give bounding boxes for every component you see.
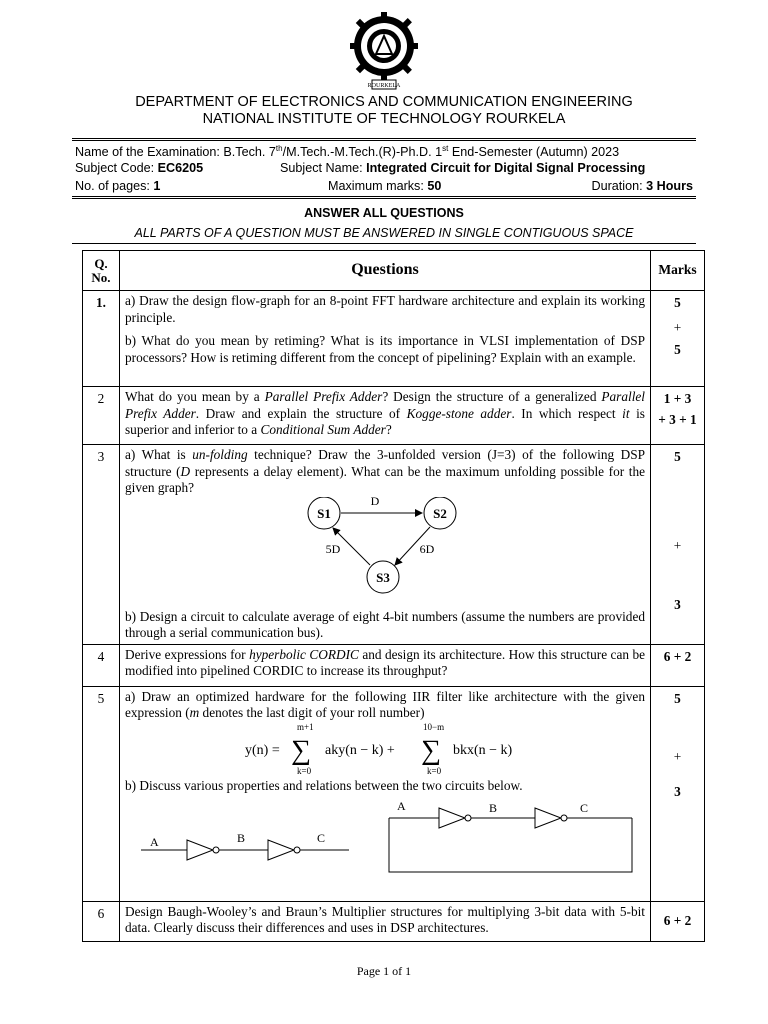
q6-text: Design Baugh-Wooley’s and Braun’s Multiplier structures for multiplying 3-bit data with 5-bit data. Clearly discuss their differences and uses in DSP architectures. <box>120 901 651 941</box>
questions-table <box>82 250 705 942</box>
question-row-1: 1. a) Draw the design flow-graph for an 8-point FFT hardware architecture and explain its working principle. b) What do you mean by retiming? What is its importance in VLSI implementation of DSP processors? How is retiming different from the concept of pipelining? Explain with an example. 5 + 5 <box>83 291 705 387</box>
header <box>0 94 768 128</box>
svg-text:C: C <box>580 801 589 815</box>
question-row-2: 2 What do you mean by a Parallel Prefix Adder? Design the structure of a generalized Parallel Prefix Adder. Draw and explain the structure of Kogge-stone adder. In which respect it is superior and inferior to a Conditional Sum Adder? 1 + 3 + 3 + 1 <box>83 387 705 445</box>
q5-part-b: b) Discuss various properties and relations between the two circuits below. <box>125 777 523 793</box>
exam-name-row: Name of the Examination: B.Tech. 7th/M.Tech.-M.Tech.(R)-Ph.D. 1st End-Semester (Autumn) 2023 <box>75 144 620 160</box>
questions-header: Questions <box>120 251 651 291</box>
inverter-circuits <box>125 796 645 876</box>
formula-term-1: aky(n − k) + <box>325 742 395 758</box>
nit-rourkela-logo-icon <box>344 10 424 90</box>
page-footer: Page 1 of 1 <box>356 964 412 978</box>
svg-text:m+1: m+1 <box>297 721 314 732</box>
svg-text:k=0: k=0 <box>297 765 312 776</box>
table-header-row <box>83 251 705 291</box>
pages-row: No. of pages: 1 Maximum marks: 50 Duration: 3 Hours <box>75 179 693 193</box>
inverter-4 <box>535 808 561 828</box>
department-name: DEPARTMENT OF ELECTRONICS AND COMMUNICATION ENGINEERING <box>135 94 633 110</box>
feedback-loop <box>389 818 632 872</box>
instruction-2: ALL PARTS OF A QUESTION MUST BE ANSWERED IN SINGLE CONTIGUOUS SPACE <box>134 226 634 240</box>
instruction-1: ANSWER ALL QUESTIONS <box>304 206 464 220</box>
svg-text:y(n) =: y(n) = <box>245 742 280 758</box>
svg-text:D: D <box>370 496 380 508</box>
max-marks: 50 <box>427 179 442 193</box>
svg-text:S1: S1 <box>317 505 331 521</box>
exam-name: B.Tech. 7th/M.Tech.-M.Tech.(R)-Ph.D. 1st End-Semester (Autumn) 2023 <box>223 144 620 160</box>
question-row-6: 6 Design Baugh-Wooley’s and Braun’s Multiplier structures for multiplying 3-bit data with 5-bit data. Clearly discuss their differences and uses in DSP architectures. 6 + 2 <box>83 901 705 941</box>
info-divider <box>72 196 696 199</box>
qno-header: Q. No. <box>83 251 120 291</box>
instruction-divider <box>72 243 696 244</box>
svg-text:A: A <box>150 835 159 849</box>
svg-text:C: C <box>317 831 326 845</box>
svg-text:k=0: k=0 <box>427 765 442 776</box>
subject-code: EC6205 <box>157 161 204 175</box>
subject-row: Subject Code: EC6205 Subject Name: Integrated Circuit for Digital Signal Processing <box>75 161 646 175</box>
svg-text:10−m: 10−m <box>423 721 445 732</box>
svg-text:A: A <box>397 799 406 813</box>
inverter-3 <box>439 808 465 828</box>
svg-text:B: B <box>237 831 246 845</box>
marks-header: Marks <box>651 251 705 291</box>
svg-text:∑: ∑ <box>291 734 311 766</box>
svg-text:S2: S2 <box>433 505 447 521</box>
question-row-4: 4 Derive expressions for hyperbolic CORDIC and design its architecture. How this structure can be modified into pipelined CORDIC to increase its throughput? 6 + 2 <box>83 644 705 686</box>
inverter-1 <box>187 840 213 860</box>
q4-text: Derive expressions for hyperbolic CORDIC and design its architecture. How this structure can be modified into pipelined CORDIC to increase its throughput? <box>120 644 651 686</box>
q2-text: What do you mean by a Parallel Prefix Adder? Design the structure of a generalized Parallel Prefix Adder. Draw and explain the structure of Kogge-stone adder. In which respect it is superior and inferior to a Conditional Sum Adder? <box>120 387 651 445</box>
q3-part-b: b) Design a circuit to calculate average of eight 4-bit numbers (assume the numbers are provided through a serial communication bus). <box>125 608 645 640</box>
svg-text:B: B <box>489 801 498 815</box>
institute-name: NATIONAL INSTITUTE OF TECHNOLOGY ROURKELA <box>202 111 566 127</box>
q1-part-b: b) What do you mean by retiming? What is its importance in VLSI implementation of DSP processors? How is retiming different from the concept of pipelining? Explain with an example. <box>125 333 645 365</box>
q1-part-a: a) Draw the design flow-graph for an 8-point FFT hardware architecture and explain its working principle. <box>125 293 645 325</box>
duration: 3 Hours <box>646 179 693 193</box>
logo-caption: ROURKELA <box>367 83 401 89</box>
dsp-flow-graph <box>125 497 645 605</box>
inverter-2 <box>268 840 294 860</box>
iir-formula <box>125 722 645 778</box>
q5-part-a: a) Draw an optimized hardware for the following IIR filter like architecture with the given expression (m denotes the last digit of your roll number) <box>125 688 645 720</box>
question-row-3: 3 a) What is un-folding technique? Draw the 3-unfolded version (J=3) of the following DSP structure (D represents a delay element). What can be the maximum unfolding possible for the given graph? S1 S2 S3 D 5D 6D b) Design a circuit to calculate average of eight 4-bit numbers (assume the numbers are provided through a serial communication bus). 5 + 3 <box>83 445 705 645</box>
svg-text:∑: ∑ <box>421 734 441 766</box>
svg-text:5D: 5D <box>325 541 341 556</box>
question-row-5: 5 a) Draw an optimized hardware for the following IIR filter like architecture with the given expression (m denotes the last digit of your roll number) y(n) = m+1 ∑ k=0 aky(n − k) + 10−m ∑ k=0 bkx(n − k) b) Discuss various properties and relations between the two circuits below. A B C A B C 5 + 3 <box>83 686 705 901</box>
q3-part-a: a) What is un-folding technique? Draw the 3-unfolded version (J=3) of the following DSP structure (D represents a delay element). What can be the maximum unfolding possible for the given graph? <box>125 447 645 495</box>
formula-term-2: bkx(n − k) <box>453 742 513 758</box>
svg-text:S3: S3 <box>376 569 390 585</box>
svg-text:6D: 6D <box>419 541 435 556</box>
page-count: 1 <box>153 179 161 193</box>
subject-name: Integrated Circuit for Digital Signal Processing <box>366 161 646 175</box>
